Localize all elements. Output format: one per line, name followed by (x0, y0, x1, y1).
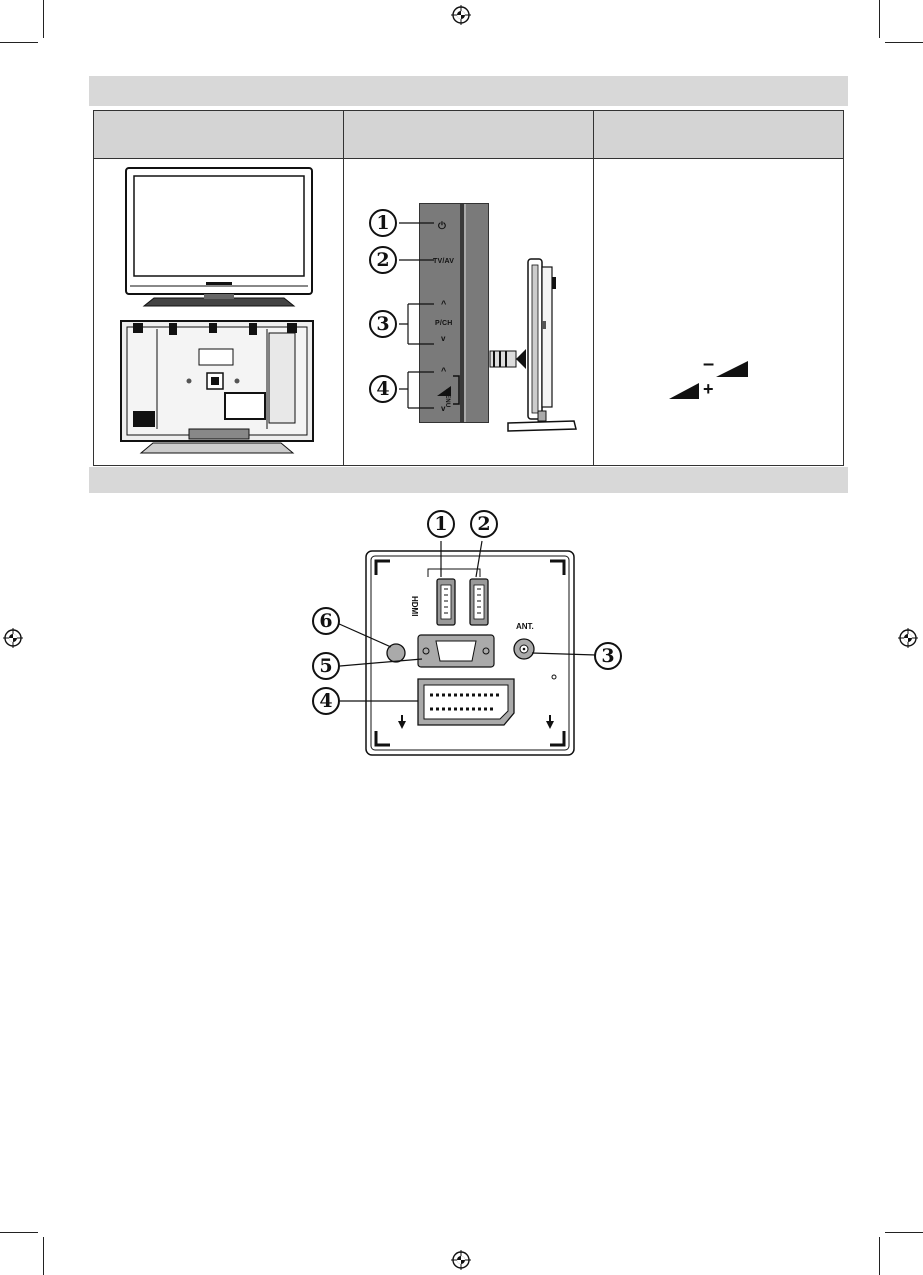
registration-mark-top (451, 5, 471, 25)
menu-bracket (452, 375, 460, 405)
tv-av-button-label[interactable]: TV/AV (433, 258, 455, 265)
callout-3: 3 (369, 310, 397, 338)
connection-callout-3: 3 (594, 642, 622, 670)
registration-mark-right (898, 628, 918, 648)
callout-1: 1 (369, 209, 397, 237)
tv-rear-view-illustration (119, 319, 315, 459)
hdmi-port-label: HDMI (410, 596, 419, 617)
connection-panel-illustration (300, 505, 630, 760)
volume-up-button[interactable]: ^ (441, 366, 447, 376)
program-up-button[interactable]: ^ (441, 299, 447, 309)
table-header-row (94, 111, 843, 158)
registration-mark-left (3, 628, 23, 648)
connection-callout-6: 6 (312, 607, 340, 635)
connection-callout-2: 2 (470, 510, 498, 538)
callout-4: 4 (369, 375, 397, 403)
power-button-label[interactable]: ⏻ (438, 221, 447, 232)
callout-2: 2 (369, 246, 397, 274)
connection-callout-5: 5 (312, 652, 340, 680)
connections-header-band (89, 467, 848, 493)
program-down-button[interactable]: v (441, 334, 446, 343)
volume-increase-icon (669, 383, 699, 399)
volume-plus-sign: + (703, 379, 714, 399)
menu-button-label[interactable]: MENU (444, 389, 450, 408)
volume-decrease-icon (716, 361, 748, 377)
section-header-band (89, 76, 848, 106)
connection-callout-4: 4 (312, 687, 340, 715)
overview-table (93, 110, 844, 466)
volume-down-button[interactable]: v (441, 404, 446, 413)
tv-front-view-illustration (124, 166, 314, 308)
antenna-port-label: ANT. (516, 622, 534, 631)
connection-callout-1: 1 (427, 510, 455, 538)
tv-side-profile-illustration (486, 251, 586, 436)
volume-minus-sign: – (703, 353, 715, 375)
registration-mark-bottom (451, 1250, 471, 1270)
program-label: P/CH (435, 320, 453, 327)
